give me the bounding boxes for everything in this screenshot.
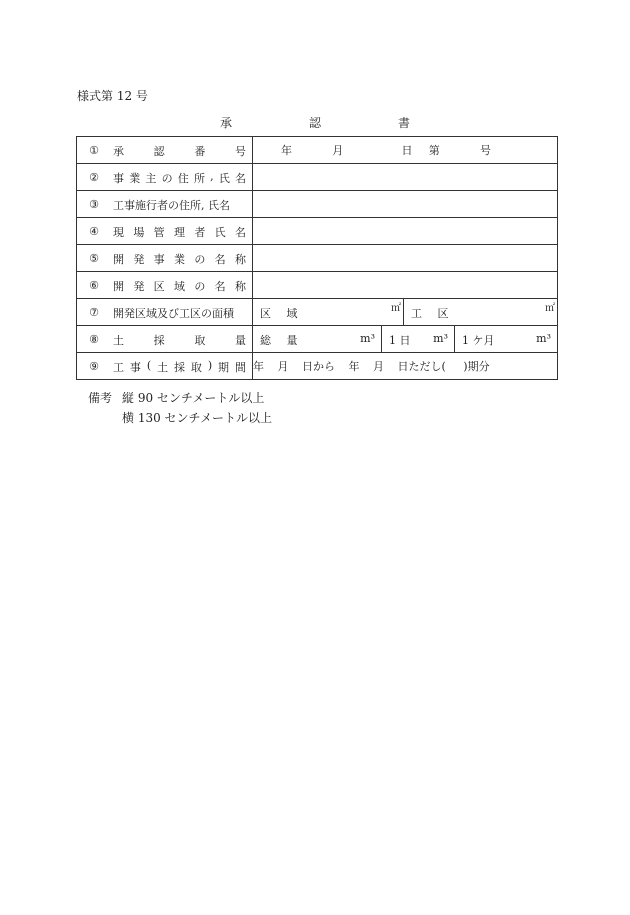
site-manager-field[interactable]: [253, 218, 558, 245]
remarks-width: 横 130 センチメートル以上: [122, 411, 273, 425]
label-char: 名: [214, 280, 226, 293]
row-number: ⑧: [89, 332, 99, 346]
label-char: 土: [157, 361, 169, 374]
label-char: 認: [153, 145, 165, 158]
business-owner-field[interactable]: [253, 164, 558, 191]
approval-number-field[interactable]: [253, 137, 558, 164]
work-period-field[interactable]: [253, 353, 558, 380]
label-cell: [77, 353, 253, 380]
district-unit: ㎡: [391, 303, 401, 314]
label-char: 事: [153, 253, 165, 266]
label-char: 名: [214, 253, 226, 266]
row-label: [113, 170, 246, 186]
label-char: 称: [234, 280, 246, 293]
form-row-contractor: [77, 191, 558, 218]
section-unit: ㎡: [545, 303, 555, 314]
label-char: (: [146, 359, 152, 372]
label-char: 事: [113, 172, 124, 185]
area-size-split: [253, 299, 557, 325]
label-char: 開: [113, 253, 124, 266]
label-char: 開: [113, 280, 124, 293]
row-number: ⑨: [89, 359, 99, 373]
row-number: ①: [89, 143, 99, 157]
label-char: 承: [113, 145, 124, 158]
label-char: 現: [113, 226, 124, 239]
label-char: 取: [194, 334, 206, 347]
remarks-height: 縦 90 センチメートル以上: [122, 391, 265, 405]
label-char: 域: [173, 280, 185, 293]
row-label: 工事施行者の住所, 氏名: [113, 199, 230, 212]
row-number: ⑦: [89, 305, 99, 319]
district-label: 区 域: [260, 307, 304, 320]
title-char: 承: [220, 116, 233, 130]
row-label: [113, 278, 246, 294]
label-char: 事: [129, 361, 141, 374]
label-char: 場: [133, 226, 145, 239]
form-row-project-name: [77, 245, 558, 272]
title-char: 書: [397, 116, 410, 130]
period-part: 日ただし(: [397, 360, 446, 373]
area-size-cell: [253, 299, 558, 326]
approval-number-value: [253, 142, 557, 158]
monthly-volume-label: 1 ケ月: [462, 334, 495, 347]
label-char: の: [194, 280, 206, 293]
row-number: ⑥: [89, 278, 99, 292]
project-name-field[interactable]: [253, 245, 558, 272]
district-area-field[interactable]: [253, 299, 404, 325]
label-char: 区: [153, 280, 165, 293]
form-row-site-manager: [77, 218, 558, 245]
label-char: 発: [133, 280, 145, 293]
label-char: 番: [194, 145, 206, 158]
period-part: 年: [253, 360, 264, 373]
label-char: ): [207, 359, 213, 372]
label-char: 者: [194, 226, 206, 239]
form-row-soil-volume: [77, 326, 558, 353]
period-part: 年: [348, 360, 360, 373]
row-number: ③: [89, 197, 99, 211]
label-char: 名: [234, 226, 246, 239]
row-label: [113, 332, 246, 348]
value-part: 年: [281, 144, 292, 157]
label-char: 間: [234, 361, 246, 374]
label-char: 氏: [214, 226, 226, 239]
total-volume-field[interactable]: [253, 326, 382, 352]
contractor-field[interactable]: [253, 191, 558, 218]
form-row-area-size: [77, 299, 558, 326]
label-char: の: [161, 172, 173, 185]
form-row-approval-number: [77, 137, 558, 164]
value-part: 第: [428, 144, 440, 157]
label-char: ,: [210, 170, 214, 183]
row-number: ②: [89, 170, 99, 184]
label-cell: [77, 164, 253, 191]
label-char: 住: [177, 172, 189, 185]
label-char: 名: [235, 172, 246, 185]
row-label: [113, 251, 246, 267]
label-char: 氏: [218, 172, 230, 185]
label-char: 土: [113, 334, 124, 347]
label-cell: [77, 218, 253, 245]
label-char: 主: [145, 172, 157, 185]
period-part: 日から: [302, 360, 335, 373]
label-char: 業: [173, 253, 185, 266]
period-part: 月: [277, 360, 289, 373]
approval-form-table: [76, 136, 558, 380]
label-char: 号: [234, 145, 246, 158]
area-name-field[interactable]: [253, 272, 558, 299]
label-char: 所: [193, 172, 205, 185]
label-char: 取: [190, 361, 202, 374]
label-char: 採: [173, 361, 185, 374]
form-row-business-owner: [77, 164, 558, 191]
daily-volume-unit: m³: [433, 332, 448, 345]
value-part: 号: [480, 144, 491, 157]
monthly-volume-field[interactable]: [455, 326, 557, 352]
label-cell: [77, 272, 253, 299]
total-volume-label: 総 量: [260, 334, 304, 347]
total-volume-unit: m³: [360, 332, 375, 345]
soil-volume-cell: [253, 326, 558, 353]
label-cell: [77, 299, 253, 326]
value-part: 日: [401, 144, 413, 157]
row-label: 開発区域及び工区の面積: [113, 307, 234, 320]
label-char: 発: [133, 253, 145, 266]
period-part: )期分: [463, 360, 490, 373]
document-title: [220, 114, 410, 131]
value-part: 月: [332, 144, 344, 157]
label-char: の: [194, 253, 206, 266]
form-row-work-period: [77, 353, 558, 380]
label-char: 採: [153, 334, 165, 347]
label-char: 業: [129, 172, 141, 185]
remarks-label: 備考: [88, 391, 113, 405]
section-area-field[interactable]: [404, 299, 557, 325]
soil-volume-split: [253, 326, 557, 352]
label-char: 管: [153, 226, 165, 239]
row-number: ④: [89, 224, 99, 238]
remarks-line-2: [88, 408, 272, 428]
form-number: 様式第 12 号: [77, 89, 148, 103]
label-char: 期: [218, 361, 230, 374]
label-cell: [77, 191, 253, 218]
monthly-volume-unit: m³: [536, 332, 551, 345]
row-number: ⑤: [89, 251, 99, 265]
label-char: 理: [173, 226, 185, 239]
title-char: 認: [308, 116, 321, 130]
label-char: 工: [113, 361, 124, 374]
remarks-line-1: [88, 388, 272, 408]
row-label: [113, 143, 246, 159]
daily-volume-field[interactable]: [382, 326, 455, 352]
form-row-area-name: [77, 272, 558, 299]
label-cell: [77, 326, 253, 353]
label-char: 称: [234, 253, 246, 266]
label-char: 量: [234, 334, 246, 347]
row-label: [113, 224, 246, 240]
period-part: 月: [373, 360, 384, 373]
row-label: [113, 359, 246, 375]
remarks: [88, 388, 272, 428]
daily-volume-label: 1 日: [389, 334, 411, 347]
label-cell: [77, 137, 253, 164]
section-label: 工 区: [411, 307, 455, 320]
label-cell: [77, 245, 253, 272]
